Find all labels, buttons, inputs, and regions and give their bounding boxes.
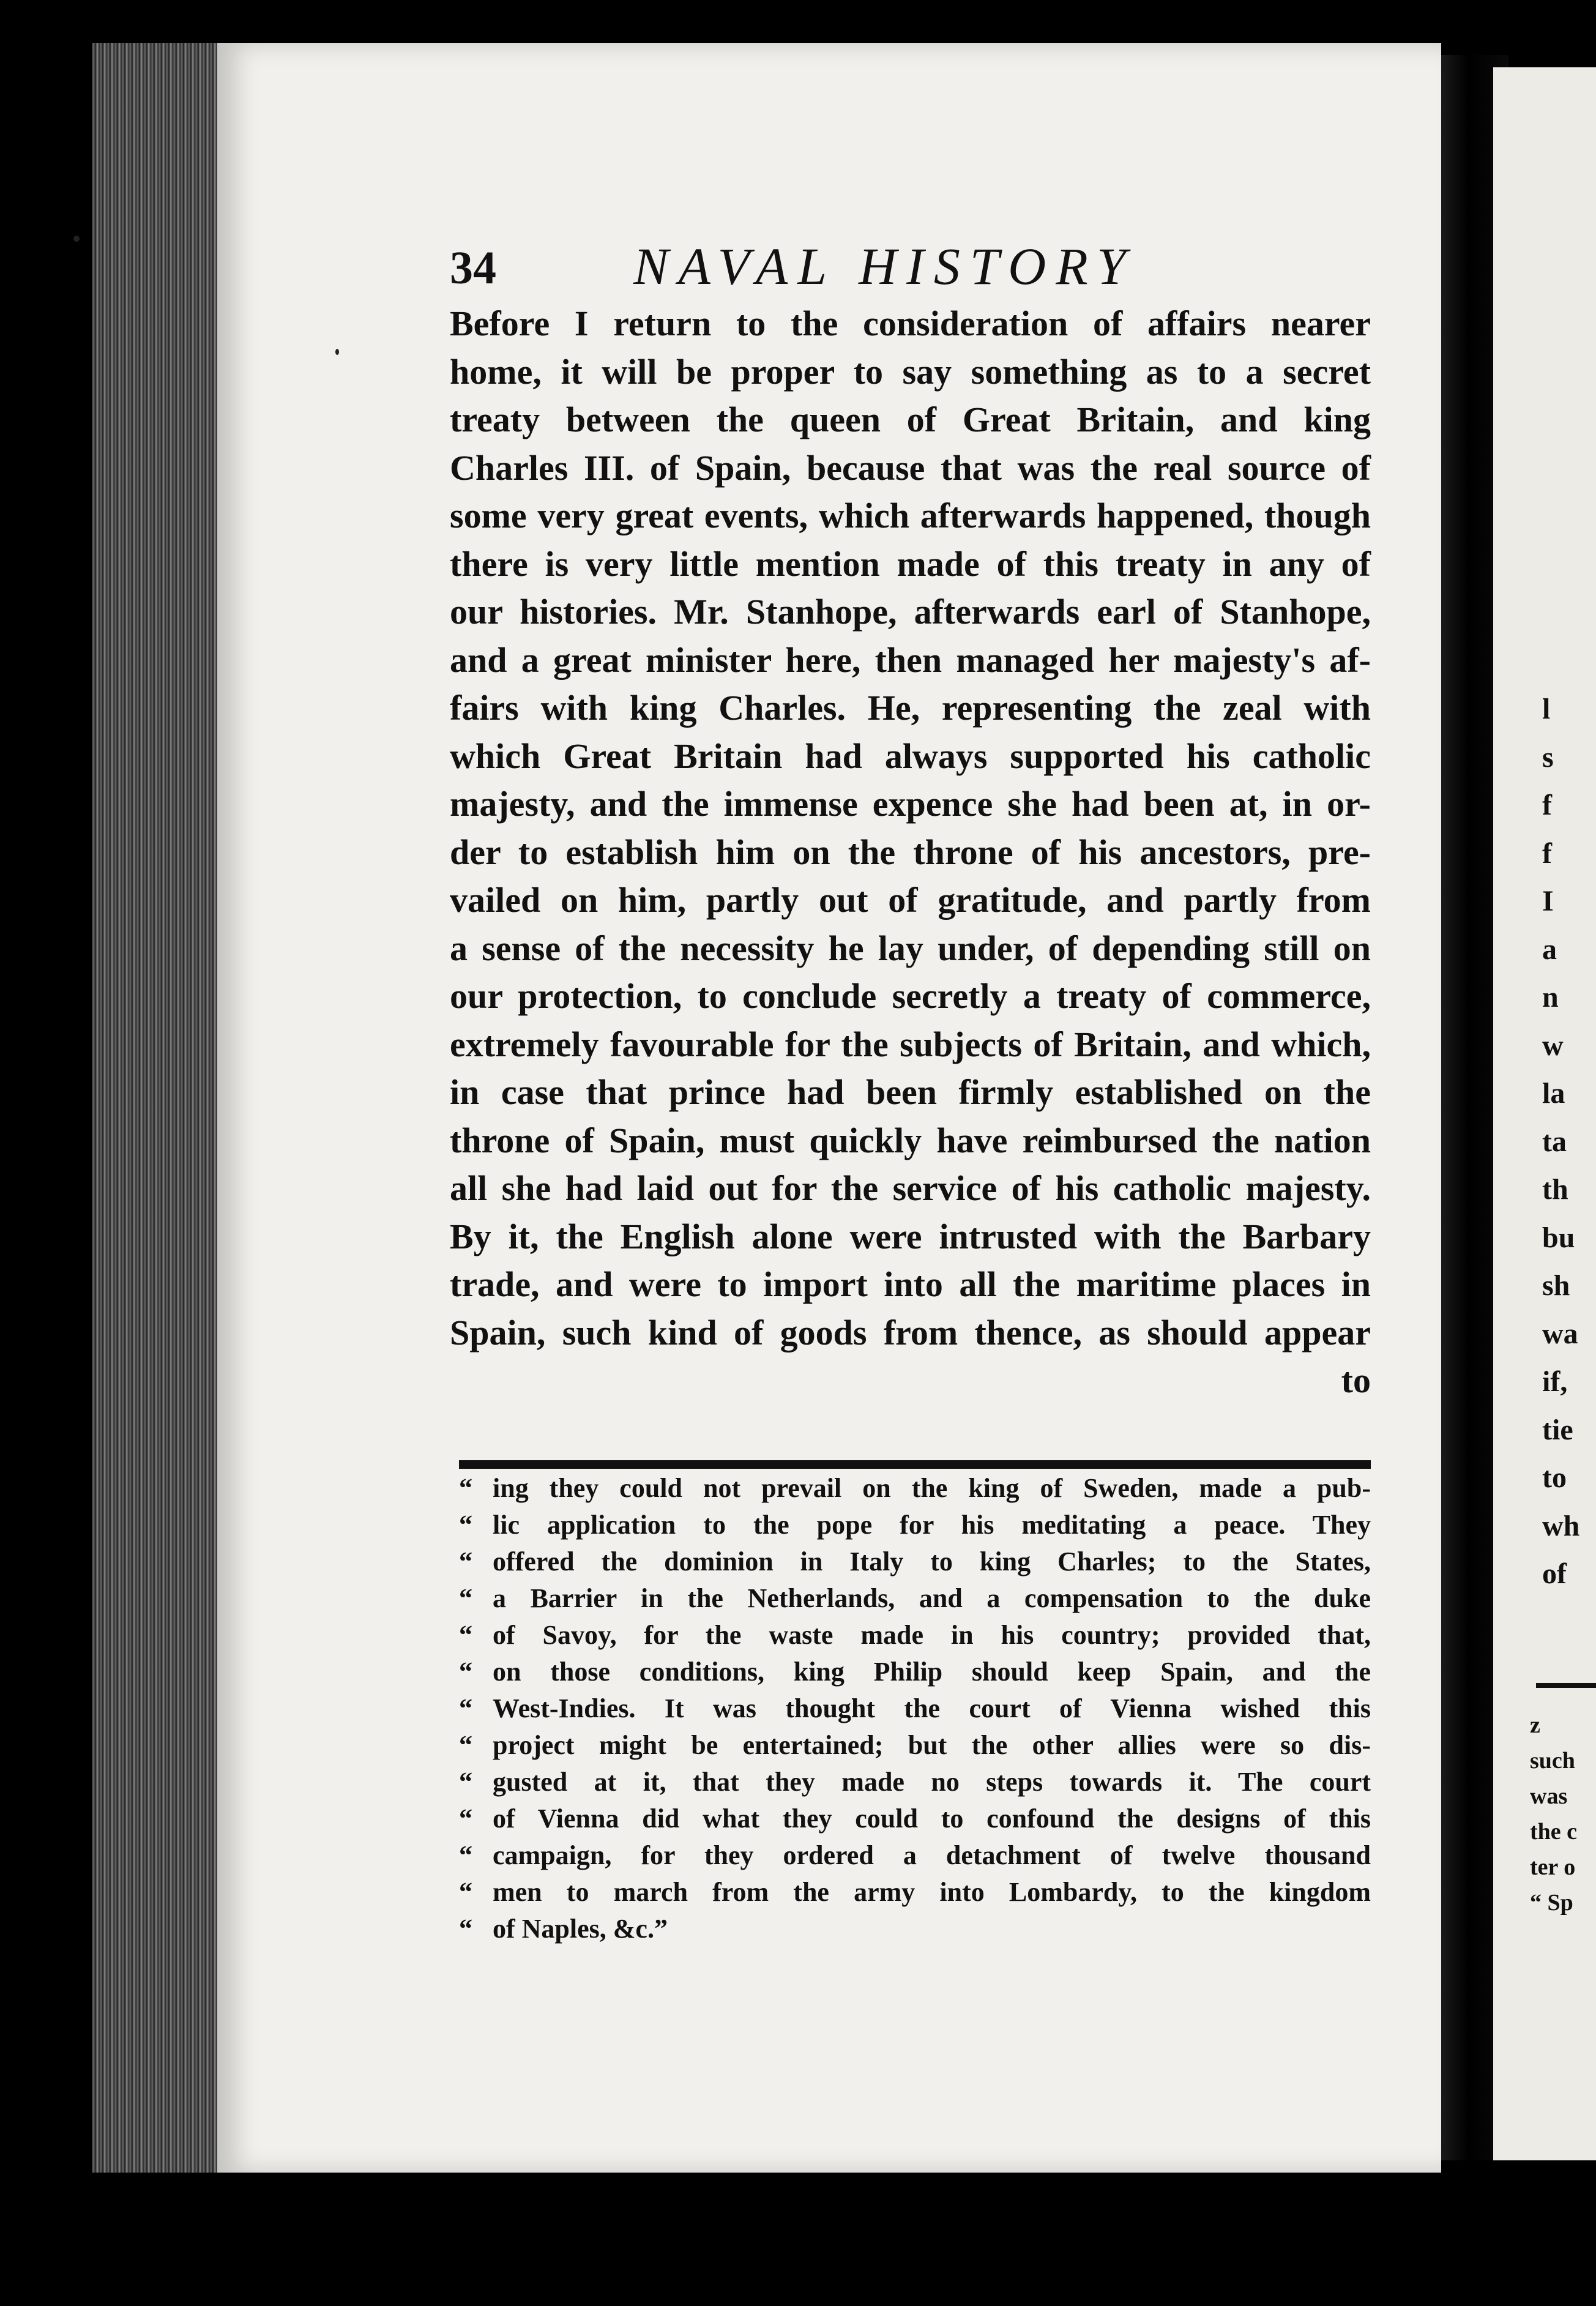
footnote-line <box>459 1727 1371 1764</box>
footnote-line <box>459 1837 1371 1874</box>
facing-line-fragment: wa <box>1542 1317 1578 1350</box>
text-line: der to establish him on the throne of his ancestors, pre- <box>450 832 1371 872</box>
facing-line-fragment: n <box>1542 981 1559 1013</box>
footnote-line <box>459 1617 1371 1654</box>
footnote-quote-mark: “ <box>459 1767 472 1797</box>
footnote-text: lic application to the pope for his meditating a peace. They <box>493 1510 1371 1540</box>
text-line: in case that prince had been firmly established on the <box>450 1072 1371 1112</box>
text-line: our histories. Mr. Stanhope, afterwards earl of Stanhope, <box>450 592 1371 632</box>
text-line: extremely favourable for the subjects of Britain, and which, <box>450 1024 1371 1064</box>
facing-line-fragment: wh <box>1542 1509 1580 1542</box>
facing-note-fragment: “ Sp <box>1530 1890 1573 1916</box>
facing-line-fragment: th <box>1542 1173 1568 1206</box>
book-page-edges <box>92 43 223 2173</box>
text-line: there is very little mention made of this treaty in any of <box>450 543 1371 584</box>
facing-line-fragment: ta <box>1542 1125 1567 1158</box>
facing-line-fragment: a <box>1542 933 1557 966</box>
footnote-rule <box>459 1460 1371 1469</box>
facing-line-fragment: if, <box>1542 1365 1568 1398</box>
footnote-line <box>459 1580 1371 1617</box>
text-line: treaty between the queen of Great Britain, and king <box>450 400 1371 439</box>
facing-line-fragment: w <box>1542 1029 1564 1062</box>
text-line: Charles III. of Spain, because that was the real source of <box>450 447 1371 488</box>
ink-speck <box>335 349 339 355</box>
footnote-quote-mark: “ <box>459 1583 472 1613</box>
text-line: all she had laid out for the service of his catholic majesty. <box>450 1168 1371 1208</box>
footnote-text: men to march from the army into Lombardy, to the kingdom <box>493 1877 1371 1907</box>
footnote-line <box>459 1800 1371 1837</box>
facing-note-fragment: was <box>1530 1783 1568 1809</box>
facing-line-fragment: I <box>1542 885 1554 917</box>
footnote-line <box>459 1874 1371 1911</box>
text-line: trade, and were to import into all the maritime places in <box>450 1264 1371 1304</box>
text-line: throne of Spain, must quickly have reimbursed the nation <box>450 1120 1371 1160</box>
footnote-text: project might be entertained; but the other allies were so dis- <box>493 1730 1371 1760</box>
text-line: which Great Britain had always supported his catholic <box>450 736 1371 776</box>
text-line: our protection, to conclude secretly a treaty of commerce, <box>450 976 1371 1016</box>
footnote-line <box>459 1690 1371 1727</box>
facing-line-fragment: to <box>1542 1461 1567 1494</box>
footnote-quote-mark: “ <box>459 1877 472 1907</box>
footnote-quote-mark: “ <box>459 1547 472 1577</box>
footnote-quote-mark: “ <box>459 1730 472 1760</box>
footnotes <box>459 1470 1371 1947</box>
footnote-quote-mark: “ <box>459 1510 472 1540</box>
footnote-quote-mark: “ <box>459 1693 472 1723</box>
running-title: NAVAL HISTORY <box>633 237 1136 296</box>
footnote-text: West-Indies. It was thought the court of Vienna wished this <box>493 1693 1371 1723</box>
facing-line-fragment: bu <box>1542 1221 1575 1254</box>
facing-page-notes <box>1530 1707 1596 1920</box>
footnote-text: offered the dominion in Italy to king Charles; to the States, <box>493 1547 1371 1577</box>
footnote-text: ing they could not prevail on the king of Sweden, made a pub- <box>493 1473 1371 1503</box>
catchword: to <box>1341 1360 1371 1400</box>
footnote-text: of Naples, &c.” <box>493 1914 668 1944</box>
footnote-text: campaign, for they ordered a detachment of twelve thousand <box>493 1840 1371 1870</box>
footnote-quote-mark: “ <box>459 1804 472 1834</box>
facing-line-fragment: la <box>1542 1077 1565 1110</box>
text-line: some very great events, which afterwards happened, though <box>450 496 1371 535</box>
text-line: By it, the English alone were intrusted with the Barbary <box>450 1216 1371 1256</box>
footnote-line <box>459 1470 1371 1507</box>
facing-page-text <box>1542 685 1596 1599</box>
ink-speck <box>73 236 80 242</box>
text-line: Before I return to the consideration of affairs nearer <box>450 304 1371 343</box>
facing-line-fragment: s <box>1542 741 1554 774</box>
text-line: majesty, and the immense expence she had been at, in or- <box>450 784 1371 824</box>
text-line: and a great minister here, then managed her majesty's af- <box>450 640 1371 680</box>
footnote-line <box>459 1654 1371 1690</box>
footnote-line <box>459 1911 1371 1947</box>
footnote-quote-mark: “ <box>459 1914 472 1944</box>
text-line: home, it will be proper to say something as to a secret <box>450 351 1371 392</box>
facing-line-fragment: tie <box>1542 1413 1573 1446</box>
text-line: Spain, such kind of goods from thence, as should appear <box>450 1312 1371 1353</box>
footnote-quote-mark: “ <box>459 1657 472 1687</box>
page-header <box>450 236 1380 297</box>
footnote-text: of Savoy, for the waste made in his country; provided that, <box>493 1620 1371 1650</box>
footnote-text: on those conditions, king Philip should keep Spain, and the <box>493 1657 1371 1687</box>
footnote-quote-mark: “ <box>459 1840 472 1870</box>
text-line: a sense of the necessity he lay under, of depending still on <box>450 928 1371 968</box>
footnote-quote-mark: “ <box>459 1620 472 1650</box>
footnote-line <box>459 1764 1371 1800</box>
facing-line-fragment: of <box>1542 1558 1567 1590</box>
facing-line-fragment: f <box>1542 789 1552 821</box>
text-line: vailed on him, partly out of gratitude, and partly from <box>450 880 1371 920</box>
facing-note-fragment: ter o <box>1530 1854 1576 1880</box>
text-line: fairs with king Charles. He, representing the zeal with <box>450 688 1371 728</box>
facing-line-fragment: sh <box>1542 1269 1570 1302</box>
facing-note-fragment: such <box>1530 1748 1575 1774</box>
footnote-line <box>459 1507 1371 1543</box>
facing-line-fragment: l <box>1542 693 1551 725</box>
footnote-quote-mark: “ <box>459 1473 472 1503</box>
facing-note-fragment: the c <box>1530 1819 1578 1845</box>
footnote-text: gusted at it, that they made no steps towards it. The court <box>493 1767 1371 1797</box>
facing-footnote-rule <box>1536 1683 1596 1688</box>
footnote-text: of Vienna did what they could to confound the designs of this <box>493 1804 1371 1834</box>
main-text <box>450 300 1371 1405</box>
footnote-line <box>459 1543 1371 1580</box>
page-number: 34 <box>450 242 496 294</box>
footnote-text: a Barrier in the Netherlands, and a compensation to the duke <box>493 1583 1371 1613</box>
facing-note-fragment: z <box>1530 1712 1540 1738</box>
facing-line-fragment: f <box>1542 837 1552 870</box>
